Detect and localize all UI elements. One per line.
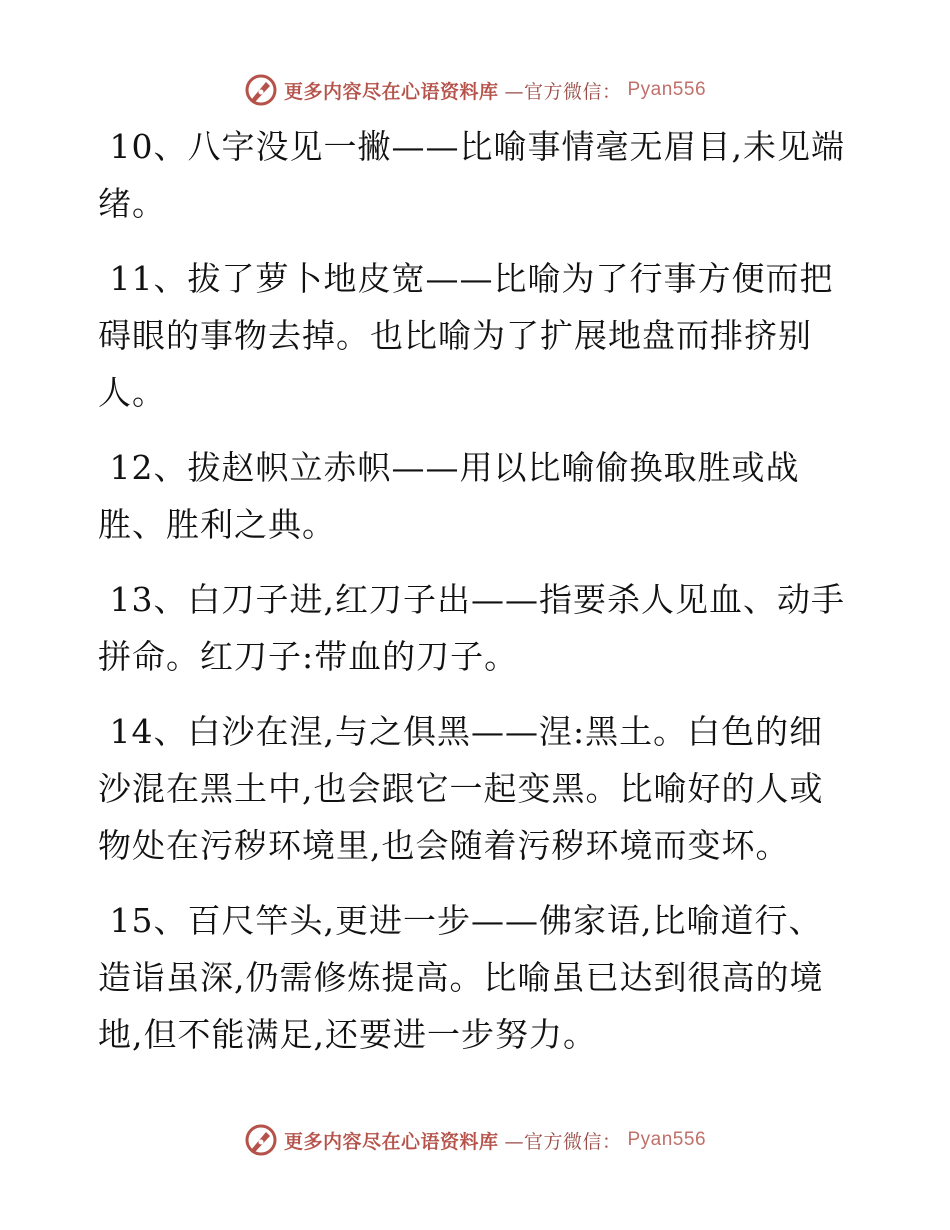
entry-15 [98, 892, 858, 1063]
pen-nib-logo-icon [244, 73, 278, 107]
entry-line: 11、拔了萝卜地皮宽——比喻为了行事方便而把 [98, 259, 834, 298]
entry-line: 10、八字没见一撇——比喻事情毫无眉目,未见端 [98, 127, 845, 166]
entry-12 [98, 439, 858, 553]
entry-line: 绪。 [98, 184, 166, 223]
entry-line: 胜、胜利之典。 [98, 505, 336, 544]
footer-watermark-id: Pyan556 [627, 1129, 707, 1150]
entry-line: 14、白沙在涅,与之俱黑——涅:黑土。白色的细 [98, 712, 824, 751]
entry-line: 沙混在黑土中,也会跟它一起变黑。比喻好的人或 [98, 769, 824, 808]
entry-line: 造诣虽深,仍需修炼提高。比喻虽已达到很高的境 [98, 958, 824, 997]
entry-line: 13、白刀子进,红刀子出——指要杀人见血、动手 [98, 580, 845, 619]
entry-13 [98, 571, 858, 685]
header-watermark-main: 更多内容尽在心语资料库 [283, 80, 499, 103]
footer-watermark-sub: —官方微信： [504, 1130, 622, 1153]
header-watermark-sub: —官方微信： [504, 80, 622, 103]
header-watermark [0, 70, 950, 110]
entry-14 [98, 703, 858, 874]
pen-nib-logo-icon [244, 1123, 278, 1157]
entry-line: 物处在污秽环境里,也会随着污秽环境而变坏。 [98, 826, 790, 865]
entry-10 [98, 118, 858, 232]
entry-line: 拼命。红刀子:带血的刀子。 [98, 637, 519, 676]
entry-line: 碍眼的事物去掉。也比喻为了扩展地盘而排挤别 [98, 316, 812, 355]
entry-line: 12、拔赵帜立赤帜——用以比喻偷换取胜或战 [98, 448, 800, 487]
entry-11 [98, 250, 858, 421]
entry-line: 地,但不能满足,还要进一步努力。 [98, 1015, 597, 1054]
entry-line: 人。 [98, 373, 166, 412]
document-body [98, 118, 858, 1081]
header-watermark-id: Pyan556 [627, 79, 707, 100]
footer-watermark [0, 1120, 950, 1160]
footer-watermark-main: 更多内容尽在心语资料库 [283, 1130, 499, 1153]
entry-line: 15、百尺竿头,更进一步——佛家语,比喻道行、 [98, 901, 823, 940]
